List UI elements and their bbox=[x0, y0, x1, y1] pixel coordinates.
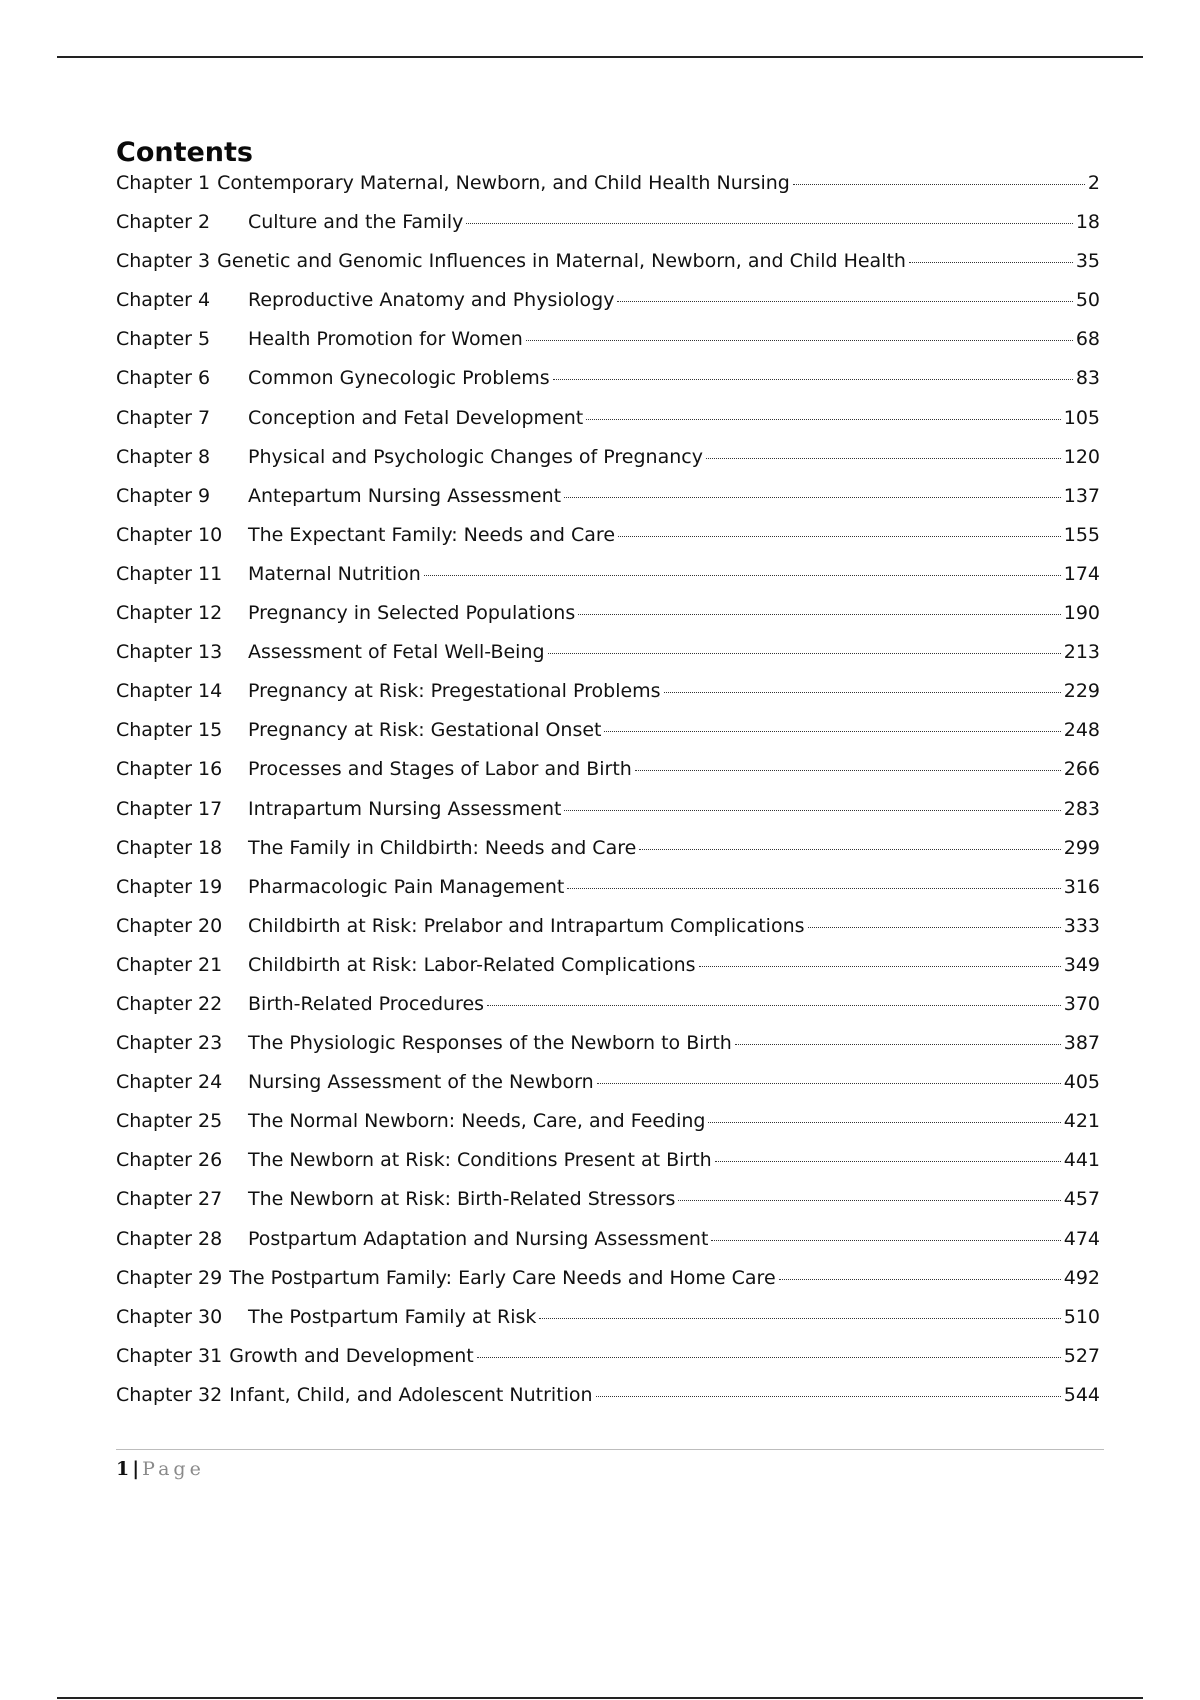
dot-leader bbox=[706, 458, 1061, 459]
dot-leader bbox=[564, 810, 1060, 811]
chapter-label: Chapter 12 bbox=[116, 602, 223, 625]
page-number: 120 bbox=[1063, 445, 1100, 468]
table-of-contents bbox=[116, 136, 1100, 1423]
chapter-label: Chapter 5 bbox=[116, 328, 211, 351]
dot-leader bbox=[487, 1005, 1061, 1006]
dot-leader bbox=[586, 419, 1060, 420]
page-number: 349 bbox=[1063, 953, 1100, 976]
chapter-label: Chapter 31 bbox=[116, 1344, 223, 1367]
page-number: 527 bbox=[1063, 1344, 1100, 1367]
chapter-label: Chapter 27 bbox=[116, 1188, 223, 1211]
chapter-label: Chapter 19 bbox=[116, 875, 223, 898]
chapter-title: Assessment of Fetal Well-Being bbox=[248, 641, 545, 664]
chapter-title: The Expectant Family: Needs and Care bbox=[248, 523, 616, 546]
page-number: 105 bbox=[1063, 406, 1100, 429]
toc-entry[interactable] bbox=[116, 446, 1100, 485]
chapter-title: Processes and Stages of Labor and Birth bbox=[248, 758, 632, 781]
page-number: 50 bbox=[1075, 289, 1100, 312]
dot-leader bbox=[539, 1318, 1060, 1319]
page-number: 474 bbox=[1063, 1227, 1100, 1250]
bottom-rule bbox=[57, 1697, 1143, 1699]
chapter-label: Chapter 3 bbox=[116, 250, 211, 273]
dot-leader bbox=[735, 1044, 1061, 1045]
toc-entry[interactable] bbox=[116, 954, 1100, 993]
toc-entry[interactable] bbox=[116, 328, 1100, 367]
contents-heading: Contents bbox=[116, 137, 254, 168]
chapter-title: Genetic and Genomic Influences in Maternal, Newborn, and Child Health bbox=[217, 250, 906, 273]
chapter-label: Chapter 17 bbox=[116, 797, 223, 820]
page-number: 266 bbox=[1063, 758, 1100, 781]
chapter-title: The Postpartum Family: Early Care Needs and Home Care bbox=[229, 1266, 776, 1289]
toc-entry[interactable] bbox=[116, 915, 1100, 954]
chapter-label: Chapter 32 bbox=[116, 1383, 223, 1406]
page-number: 405 bbox=[1063, 1071, 1100, 1094]
toc-entry[interactable] bbox=[116, 250, 1100, 289]
dot-leader bbox=[664, 692, 1061, 693]
chapter-title: Common Gynecologic Problems bbox=[248, 367, 550, 390]
chapter-label: Chapter 6 bbox=[116, 367, 211, 390]
chapter-title: Physical and Psychologic Changes of Pregnancy bbox=[248, 445, 703, 468]
chapter-title: Contemporary Maternal, Newborn, and Child Health Nursing bbox=[217, 172, 790, 194]
page-number: 2 bbox=[1087, 172, 1100, 194]
chapter-title: Pregnancy at Risk: Gestational Onset bbox=[248, 719, 602, 742]
toc-entry[interactable] bbox=[116, 993, 1100, 1032]
page-number: 492 bbox=[1063, 1266, 1100, 1289]
chapter-label: Chapter 11 bbox=[116, 562, 223, 585]
footer-separator: | bbox=[132, 1458, 140, 1480]
toc-entry[interactable] bbox=[116, 798, 1100, 837]
chapter-title: Pregnancy in Selected Populations bbox=[248, 602, 576, 625]
toc-entry[interactable] bbox=[116, 211, 1100, 250]
chapter-title: Growth and Development bbox=[229, 1344, 474, 1367]
chapter-title: The Family in Childbirth: Needs and Care bbox=[248, 836, 637, 859]
footer-page-word: Page bbox=[142, 1458, 205, 1480]
toc-entry[interactable] bbox=[116, 641, 1100, 680]
dot-leader bbox=[424, 575, 1061, 576]
page-number: 155 bbox=[1063, 523, 1100, 546]
chapter-title: Culture and the Family bbox=[248, 211, 464, 234]
dot-leader bbox=[618, 536, 1061, 537]
chapter-label: Chapter 23 bbox=[116, 1032, 223, 1055]
chapter-title: The Physiologic Responses of the Newborn to Birth bbox=[248, 1032, 732, 1055]
footer-rule bbox=[116, 1449, 1104, 1450]
toc-entry[interactable] bbox=[116, 1384, 1100, 1423]
toc-list bbox=[116, 172, 1100, 1423]
chapter-label: Chapter 10 bbox=[116, 523, 223, 546]
page-number: 316 bbox=[1063, 875, 1100, 898]
chapter-label: Chapter 8 bbox=[116, 445, 211, 468]
chapter-title: Conception and Fetal Development bbox=[248, 406, 584, 429]
page-number: 190 bbox=[1063, 602, 1100, 625]
dot-leader bbox=[596, 1396, 1061, 1397]
dot-leader bbox=[909, 262, 1073, 263]
chapter-label: Chapter 1 bbox=[116, 172, 211, 194]
chapter-label: Chapter 21 bbox=[116, 953, 223, 976]
dot-leader bbox=[578, 614, 1061, 615]
chapter-label: Chapter 7 bbox=[116, 406, 211, 429]
page-number: 333 bbox=[1063, 914, 1100, 937]
page-number: 35 bbox=[1075, 250, 1100, 273]
dot-leader bbox=[526, 340, 1073, 341]
toc-entry[interactable] bbox=[116, 1032, 1100, 1071]
toc-entry[interactable] bbox=[116, 602, 1100, 641]
chapter-label: Chapter 22 bbox=[116, 992, 223, 1015]
chapter-title: Infant, Child, and Adolescent Nutrition bbox=[229, 1383, 593, 1406]
page-number: 137 bbox=[1063, 484, 1100, 507]
page-number: 299 bbox=[1063, 836, 1100, 859]
chapter-label: Chapter 28 bbox=[116, 1227, 223, 1250]
chapter-title: Intrapartum Nursing Assessment bbox=[248, 797, 562, 820]
dot-leader bbox=[699, 966, 1061, 967]
dot-leader bbox=[597, 1083, 1061, 1084]
chapter-title: Pregnancy at Risk: Pregestational Problems bbox=[248, 680, 661, 703]
chapter-label: Chapter 15 bbox=[116, 719, 223, 742]
page-number: 248 bbox=[1063, 719, 1100, 742]
chapter-title: Health Promotion for Women bbox=[248, 328, 523, 351]
chapter-title: Birth-Related Procedures bbox=[248, 992, 485, 1015]
page-number: 174 bbox=[1063, 562, 1100, 585]
dot-leader bbox=[779, 1279, 1061, 1280]
chapter-title: Nursing Assessment of the Newborn bbox=[248, 1071, 594, 1094]
dot-leader bbox=[678, 1200, 1060, 1201]
chapter-title: Reproductive Anatomy and Physiology bbox=[248, 289, 615, 312]
toc-entry[interactable] bbox=[116, 719, 1100, 758]
chapter-title: The Newborn at Risk: Conditions Present at Birth bbox=[248, 1149, 712, 1172]
dot-leader bbox=[553, 379, 1073, 380]
toc-entry[interactable] bbox=[116, 289, 1100, 328]
chapter-label: Chapter 2 bbox=[116, 211, 211, 234]
toc-entry[interactable] bbox=[116, 1267, 1100, 1306]
dot-leader bbox=[708, 1122, 1060, 1123]
toc-entry[interactable] bbox=[116, 1071, 1100, 1110]
page-number: 18 bbox=[1075, 211, 1100, 234]
chapter-label: Chapter 13 bbox=[116, 641, 223, 664]
dot-leader bbox=[639, 849, 1060, 850]
dot-leader bbox=[635, 770, 1061, 771]
page-number: 213 bbox=[1063, 641, 1100, 664]
toc-entry[interactable] bbox=[116, 837, 1100, 876]
chapter-title: Childbirth at Risk: Prelabor and Intrapartum Complications bbox=[248, 914, 805, 937]
page-number: 229 bbox=[1063, 680, 1100, 703]
toc-entry[interactable] bbox=[116, 563, 1100, 602]
toc-entry[interactable] bbox=[116, 758, 1100, 797]
page-footer bbox=[116, 1456, 205, 1482]
dot-leader bbox=[466, 223, 1072, 224]
chapter-label: Chapter 29 bbox=[116, 1266, 223, 1289]
page-number: 68 bbox=[1075, 328, 1100, 351]
toc-entry[interactable] bbox=[116, 1188, 1100, 1227]
toc-entry[interactable] bbox=[116, 1306, 1100, 1345]
chapter-label: Chapter 9 bbox=[116, 484, 211, 507]
page-number: 283 bbox=[1063, 797, 1100, 820]
toc-entry[interactable] bbox=[116, 680, 1100, 719]
chapter-label: Chapter 4 bbox=[116, 289, 211, 312]
header-rule bbox=[57, 56, 1143, 58]
chapter-title: Pharmacologic Pain Management bbox=[248, 875, 565, 898]
dot-leader bbox=[477, 1357, 1061, 1358]
dot-leader bbox=[715, 1161, 1061, 1162]
page-number: 441 bbox=[1063, 1149, 1100, 1172]
dot-leader bbox=[808, 927, 1061, 928]
toc-entry[interactable] bbox=[116, 1345, 1100, 1384]
page-number: 83 bbox=[1075, 367, 1100, 390]
chapter-label: Chapter 16 bbox=[116, 758, 223, 781]
toc-entry[interactable] bbox=[116, 407, 1100, 446]
chapter-label: Chapter 18 bbox=[116, 836, 223, 859]
chapter-title: Childbirth at Risk: Labor-Related Complications bbox=[248, 953, 696, 976]
page-number: 421 bbox=[1063, 1110, 1100, 1133]
dot-leader bbox=[548, 653, 1061, 654]
chapter-title: The Newborn at Risk: Birth-Related Stressors bbox=[248, 1188, 676, 1211]
chapter-label: Chapter 20 bbox=[116, 914, 223, 937]
page-number: 387 bbox=[1063, 1032, 1100, 1055]
chapter-label: Chapter 26 bbox=[116, 1149, 223, 1172]
page-number: 544 bbox=[1063, 1383, 1100, 1406]
chapter-label: Chapter 25 bbox=[116, 1110, 223, 1133]
dot-leader bbox=[604, 731, 1060, 732]
dot-leader bbox=[564, 497, 1061, 498]
chapter-label: Chapter 24 bbox=[116, 1071, 223, 1094]
chapter-label: Chapter 30 bbox=[116, 1305, 223, 1328]
dot-leader bbox=[567, 888, 1060, 889]
footer-page-number: 1 bbox=[116, 1458, 130, 1480]
dot-leader bbox=[617, 301, 1072, 302]
chapter-title: Maternal Nutrition bbox=[248, 562, 421, 585]
chapter-title: The Postpartum Family at Risk bbox=[248, 1305, 537, 1328]
dot-leader bbox=[793, 184, 1085, 185]
chapter-label: Chapter 14 bbox=[116, 680, 223, 703]
page-number: 510 bbox=[1063, 1305, 1100, 1328]
chapter-title: Antepartum Nursing Assessment bbox=[248, 484, 562, 507]
chapter-title: Postpartum Adaptation and Nursing Assessment bbox=[248, 1227, 709, 1250]
toc-entry[interactable] bbox=[116, 1110, 1100, 1149]
chapter-title: The Normal Newborn: Needs, Care, and Feeding bbox=[248, 1110, 706, 1133]
toc-entry[interactable] bbox=[116, 524, 1100, 563]
page-number: 457 bbox=[1063, 1188, 1100, 1211]
toc-entry[interactable] bbox=[116, 367, 1100, 406]
page-number: 370 bbox=[1063, 992, 1100, 1015]
toc-entry[interactable] bbox=[116, 1149, 1100, 1188]
toc-entry[interactable] bbox=[116, 876, 1100, 915]
dot-leader bbox=[711, 1240, 1060, 1241]
toc-entry[interactable] bbox=[116, 485, 1100, 524]
toc-entry[interactable] bbox=[116, 172, 1100, 211]
toc-entry[interactable] bbox=[116, 1228, 1100, 1267]
